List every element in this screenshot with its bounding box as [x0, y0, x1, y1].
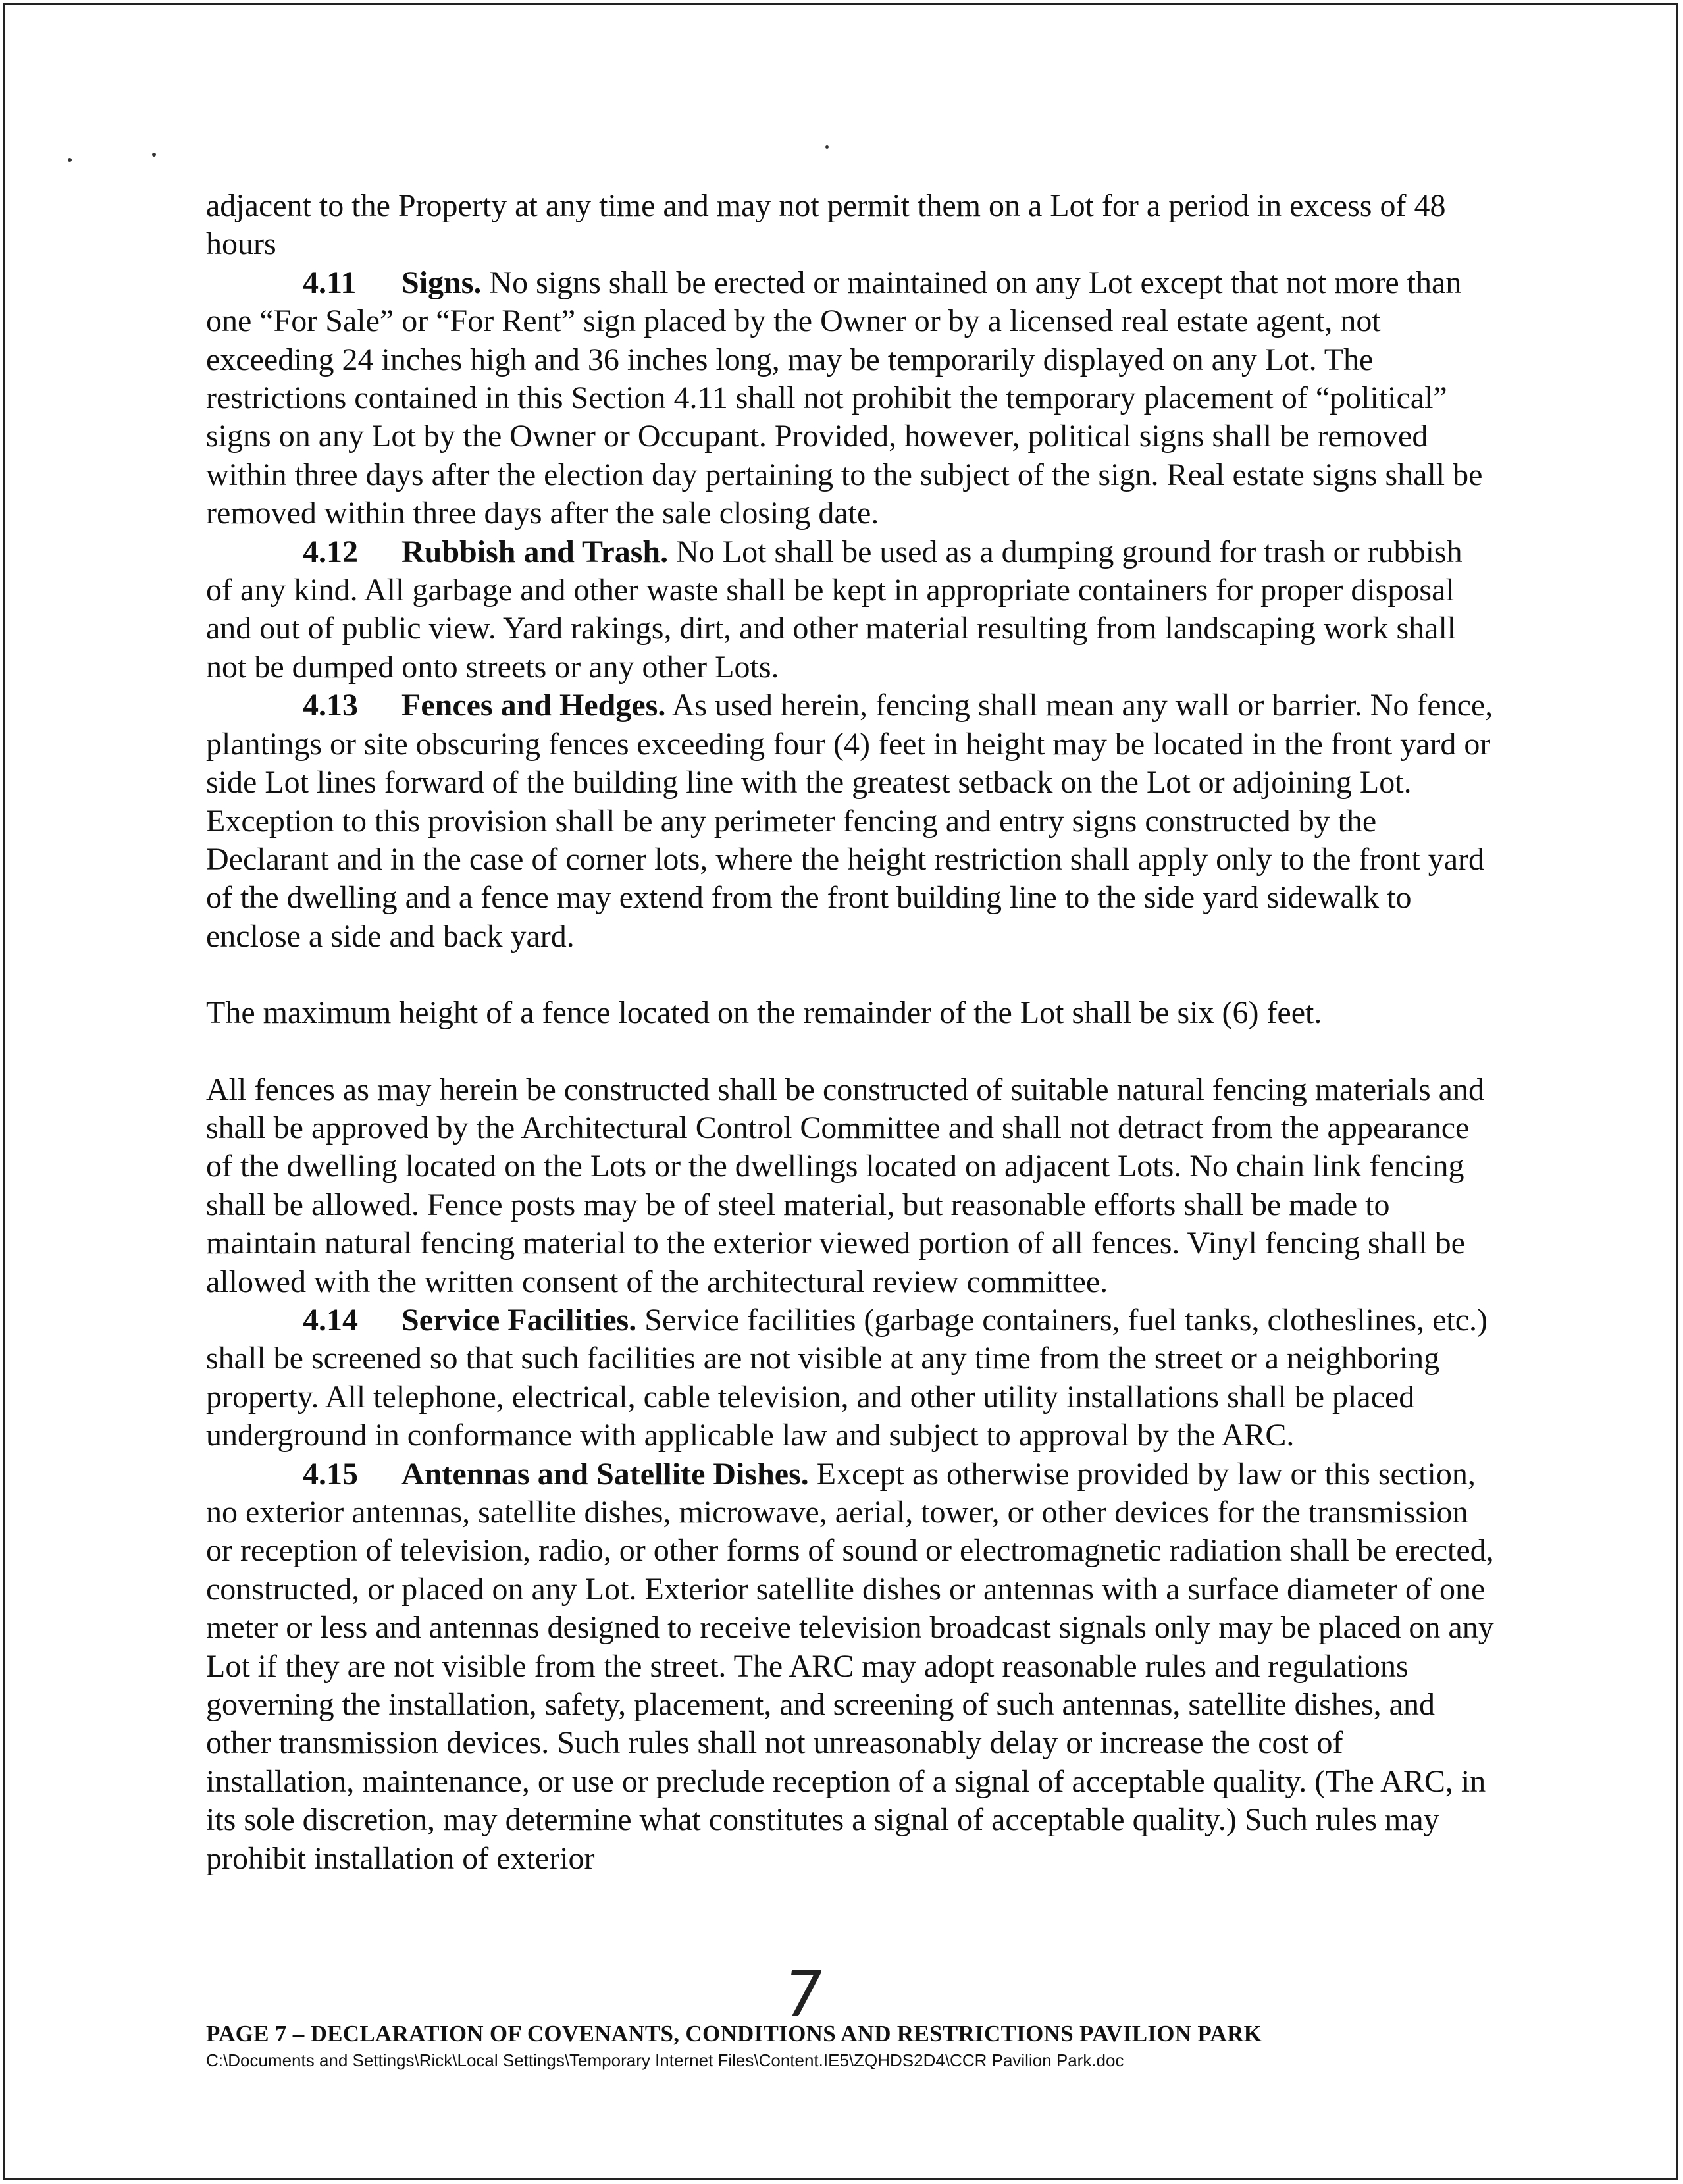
section-title: Service Facilities. — [401, 1302, 637, 1338]
section-text: Except as otherwise provided by law or this section, no exterior antennas, satellite dishes, microwave, aerial, tower, or other devices for the transmission or reception of television, radio, or other forms of sound or electromagnetic radiation shall be erected, constructed, or placed on any Lot. Exterior satellite dishes or antennas with a surface diameter of one meter or less and antennas designed to receive television broadcast signals only may be placed on any Lot if they are not visible from the street. The ARC may adopt reasonable rules and regulations governing the installation, safety, placement, and screening of such antennas, satellite dishes, and other transmission devices. Such rules shall not unreasonably delay or increase the cost of installation, maintenance, or use or preclude reception of a signal of acceptable quality. (The ARC, in its sole discretion, may determine what constitutes a signal of acceptable quality.) Such rules may prohibit installation of exterior — [206, 1456, 1494, 1876]
section-title: Signs. — [401, 265, 482, 300]
scan-speck — [825, 145, 829, 149]
section-4-13 — [206, 687, 1496, 956]
fence-materials-paragraph — [206, 1071, 1496, 1301]
footer-file-path: C:\Documents and Settings\Rick\Local Settings\Temporary Internet Files\Content.IE5\ZQHDS2D4\CCR Pavilion Park.doc — [206, 2050, 1124, 2070]
section-text: Service facilities (garbage containers, fuel tanks, clotheslines, etc.) shall be screened so that such facilities are not visible at any time from the street or a neighboring property. All telephone, electrical, cable television, and other utility installations shall be placed underground in conformance with applicable law and subject to approval by the ARC. — [206, 1302, 1488, 1453]
section-text: No Lot shall be used as a dumping ground for trash or rubbish of any kind. All garbage and other waste shall be kept in appropriate containers for proper disposal and out of public view. Yard rakings, dirt, and other material resulting from landscaping work shall not be dumped onto streets or any other Lots. — [206, 534, 1463, 685]
handwritten-page-number: 7 — [778, 1958, 829, 2031]
footer-title: PAGE 7 – DECLARATION OF COVENANTS, CONDITIONS AND RESTRICTIONS PAVILION PARK — [206, 2021, 1262, 2046]
section-number: 4.12 — [303, 534, 358, 569]
fence-height-paragraph — [206, 994, 1496, 1032]
section-number: 4.14 — [303, 1302, 358, 1338]
section-text: No signs shall be erected or maintained on any Lot except that not more than one “For Sale” or “For Rent” sign placed by the Owner or by a licensed real estate agent, not exceeding 24 inches high and 36 inches long, may be temporarily displayed on any Lot. The restrictions contained in this Section 4.11 shall not prohibit the temporary placement of “political” signs on any Lot by the Owner or Occupant. Provided, however, political signs shall be removed within three days after the election day pertaining to the subject of the sign. Real estate signs shall be removed within three days after the sale closing date. — [206, 265, 1483, 531]
section-4-12 — [206, 533, 1496, 687]
section-title: Fences and Hedges. — [401, 688, 666, 723]
section-number: 4.15 — [303, 1456, 358, 1492]
section-title: Antennas and Satellite Dishes. — [401, 1456, 809, 1492]
section-4-11 — [206, 264, 1496, 533]
page-footer — [206, 2019, 1522, 2072]
section-4-14 — [206, 1301, 1496, 1455]
section-number: 4.11 — [303, 265, 357, 300]
scan-speck — [152, 153, 156, 157]
section-number: 4.13 — [303, 688, 358, 723]
section-4-15 — [206, 1455, 1496, 1878]
paragraph-continuation — [206, 187, 1496, 264]
paragraph-text: All fences as may herein be constructed shall be constructed of suitable natural fencing materials and shall be approved by the Architectural Control Committee and shall not detract from the appearance of the dwelling located on the Lots or the dwellings located on adjacent Lots. No chain link fencing shall be allowed. Fence posts may be of steel material, but reasonable efforts shall be made to maintain natural fencing material to the exterior viewed portion of all fences. Vinyl fencing shall be allowed with the written consent of the architectural review committee. — [206, 1072, 1484, 1299]
section-title: Rubbish and Trash. — [401, 534, 669, 569]
section-text: As used herein, fencing shall mean any wall or barrier. No fence, plantings or site obscuring fences exceeding four (4) feet in height may be located in the front yard or side Lot lines forward of the building line with the greatest setback on the Lot or adjoining Lot. Exception to this provision shall be any perimeter fencing and entry signs constructed by the Declarant and in the case of corner lots, where the height restriction shall apply only to the front yard of the dwelling and a fence may extend from the front building line to the side yard sidewalk to enclose a side and back yard. — [206, 688, 1493, 954]
paragraph-text: adjacent to the Property at any time and may not permit them on a Lot for a period in excess of 48 hours — [206, 188, 1446, 262]
paragraph-text: The maximum height of a fence located on the remainder of the Lot shall be six (6) feet. — [206, 995, 1322, 1031]
scan-speck — [68, 158, 72, 162]
document-body — [206, 187, 1496, 1878]
